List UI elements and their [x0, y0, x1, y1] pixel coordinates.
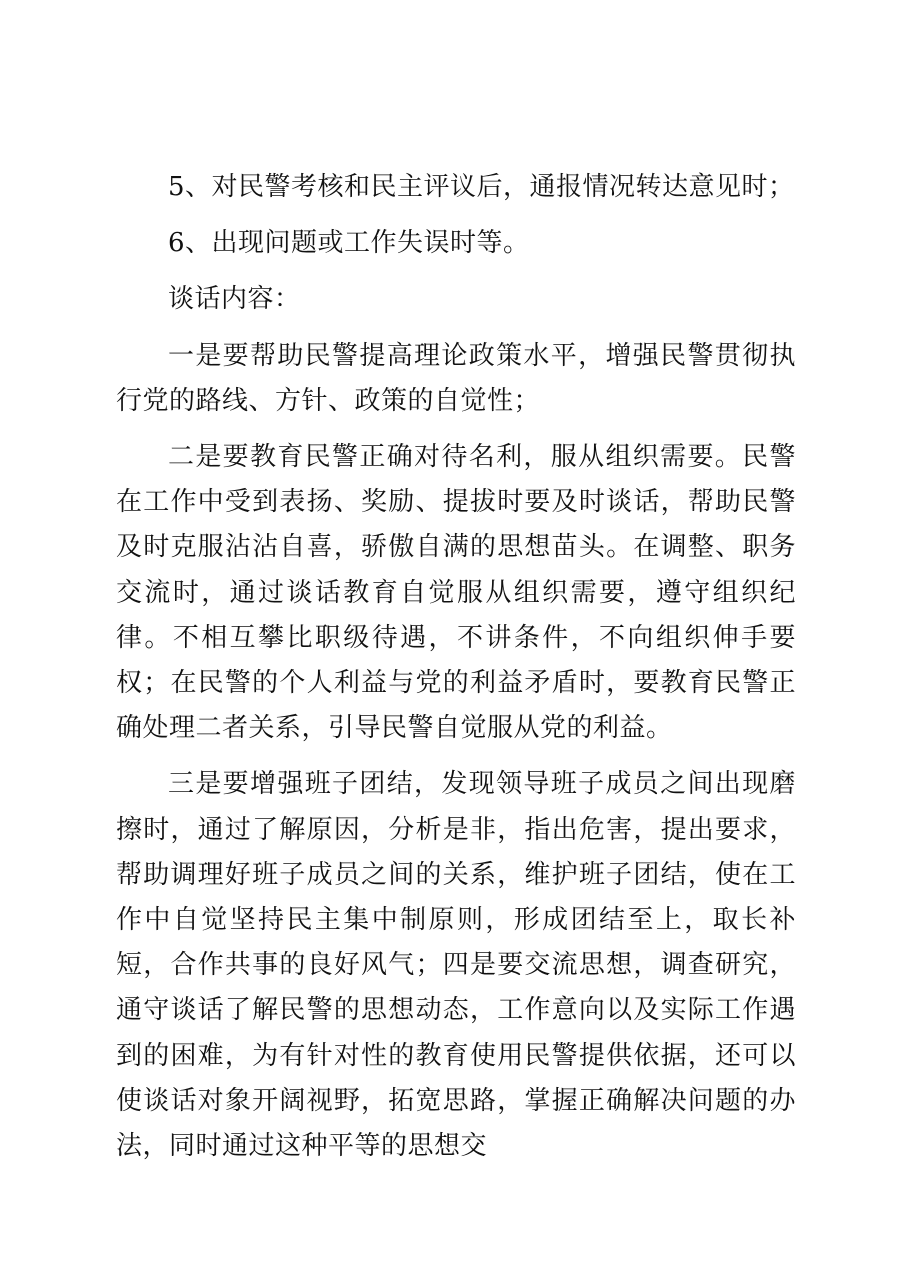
section-heading-talk-content: 谈话内容： [168, 284, 301, 315]
document-body [116, 165, 796, 1169]
paragraph-point-three-four: 三是要增强班子团结，发现领导班子成员之间出现磨擦时，通过了解原因，分析是非，指出危害，提出要求，帮助调理好班子成员之间的关系，维护班子团结，使在工作中自觉坚持民主集中制原则，形成团结至上，取长补短，合作共事的良好风气；四是要交流思想，调查研究，通守谈话了解民警的思想动态，工作意向以及实际工作遇到的困难，为有针对性的教育使用民警提供依据，还可以使谈话对象开阔视野，拓宽思路，掌握正确解决问题的办法，同时通过这种平等的思想交 [116, 769, 796, 1162]
paragraph-point-one: 一是要帮助民警提高理论政策水平，增强民警贯彻执行党的路线、方针、政策的自觉性； [116, 340, 796, 416]
paragraph-point-two: 二是要教育民警正确对待名利，服从组织需要。民警在工作中受到表扬、奖励、提拔时要及时谈话，帮助民警及时克服沾沾自喜，骄傲自满的思想苗头。在调整、职务交流时，通过谈话教育自觉服从组织需要，遵守组织纪律。不相互攀比职级待遇，不讲条件，不向组织伸手要权；在民警的个人利益与党的利益矛盾时，要教育民警正确处理二者关系，引导民警自觉服从党的利益。 [116, 442, 796, 744]
paragraph-item-6: 6、出现问题或工作失误时等。 [168, 228, 530, 259]
paragraph-item-5: 5、对民警考核和民主评议后，通报情况转达意见时； [168, 172, 795, 202]
